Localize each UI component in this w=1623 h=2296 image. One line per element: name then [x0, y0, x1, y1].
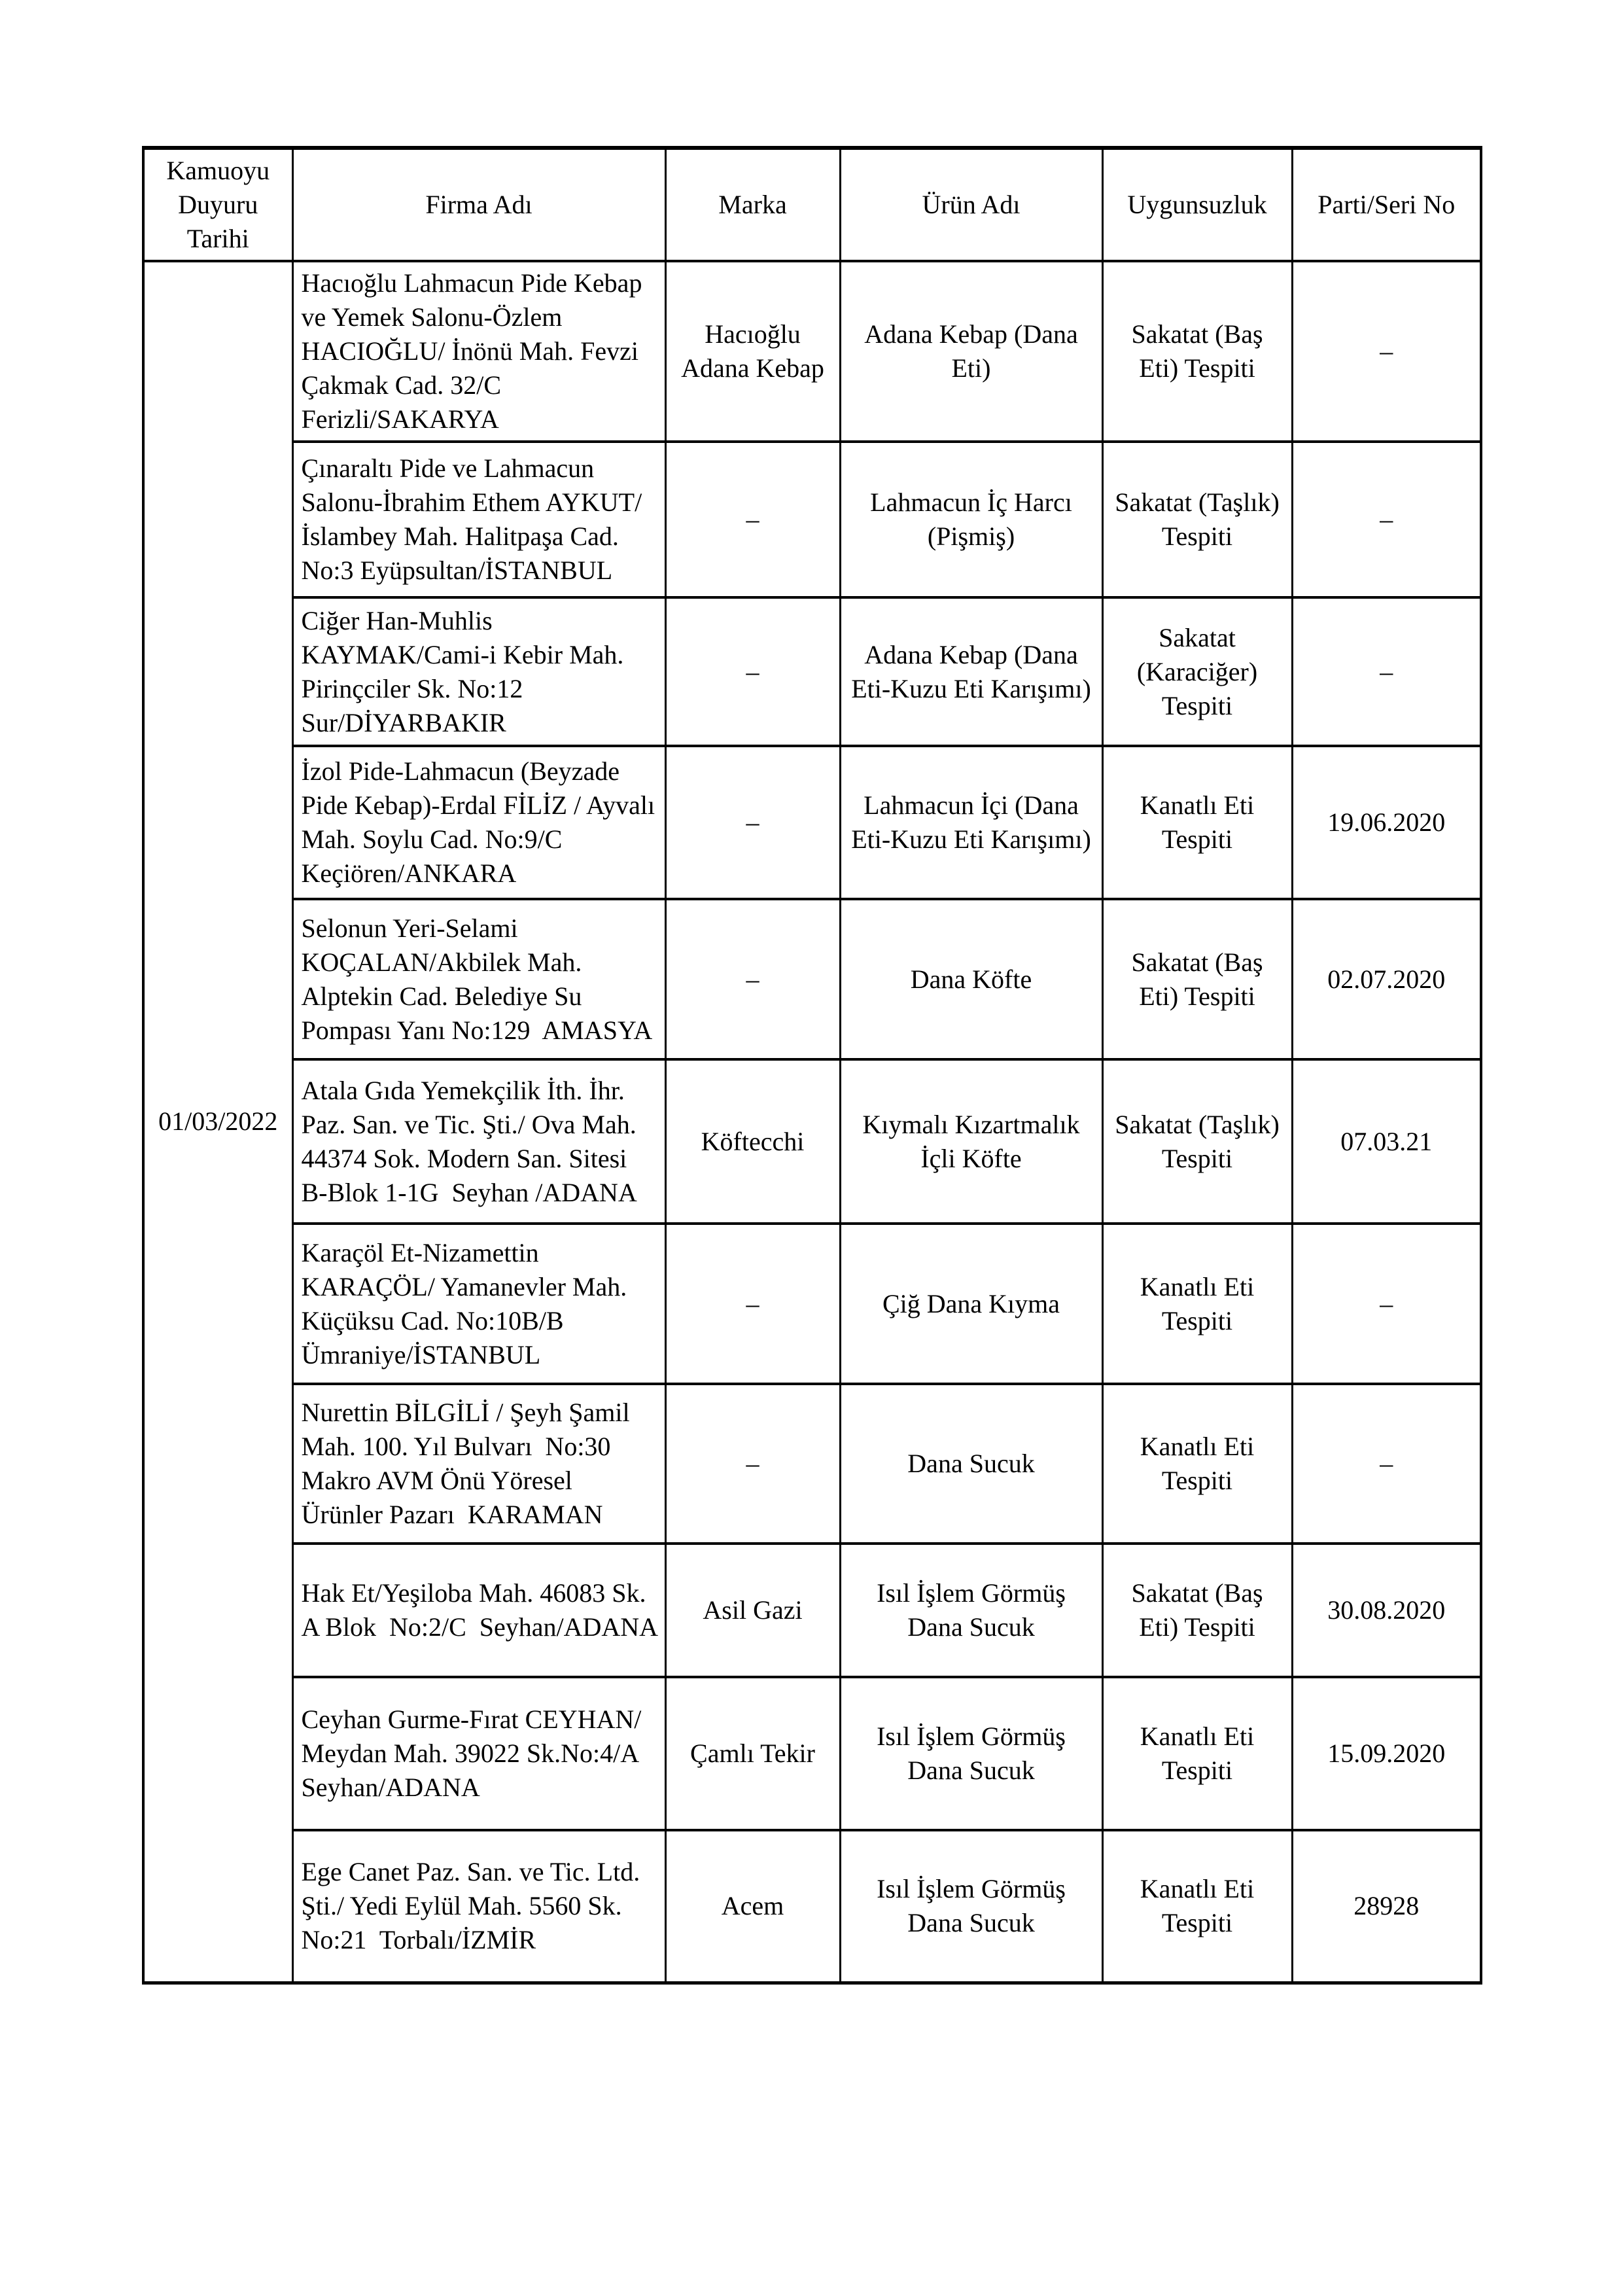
- cell-firma: İzol Pide-Lahmacun (Beyzade Pide Kebap)-Erdal FİLİZ / Ayvalı Mah. Soylu Cad. No:9/C Keçiören/ANKARA: [292, 746, 665, 899]
- cell-firma: Hak Et/Yeşiloba Mah. 46083 Sk. A Blok No:2/C Seyhan/ADANA: [292, 1544, 665, 1677]
- table-row: [143, 1677, 1481, 1830]
- cell-parti: –: [1292, 442, 1481, 597]
- cell-marka: –: [665, 1224, 840, 1384]
- cell-uygunsuzluk: Sakatat (Taşlık) Tespiti: [1102, 1059, 1292, 1224]
- announcement-date-cell: 01/03/2022: [143, 261, 292, 1983]
- cell-urun: Lahmacun İçi (Dana Eti-Kuzu Eti Karışımı): [840, 746, 1102, 899]
- cell-uygunsuzluk: Sakatat (Baş Eti) Tespiti: [1102, 1544, 1292, 1677]
- cell-parti: 07.03.21: [1292, 1059, 1481, 1224]
- cell-marka: –: [665, 597, 840, 746]
- cell-firma: Ege Canet Paz. San. ve Tic. Ltd. Şti./ Yedi Eylül Mah. 5560 Sk. No:21 Torbalı/İZMİR: [292, 1830, 665, 1983]
- cell-urun: Isıl İşlem Görmüş Dana Sucuk: [840, 1544, 1102, 1677]
- cell-firma: Atala Gıda Yemekçilik İth. İhr. Paz. San. ve Tic. Şti./ Ova Mah. 44374 Sok. Modern San. Sitesi B-Blok 1-1G Seyhan /ADANA: [292, 1059, 665, 1224]
- cell-uygunsuzluk: Kanatlı Eti Tespiti: [1102, 1830, 1292, 1983]
- header-company-name: Firma Adı: [292, 148, 665, 261]
- cell-urun: Adana Kebap (Dana Eti-Kuzu Eti Karışımı): [840, 597, 1102, 746]
- cell-urun: Isıl İşlem Görmüş Dana Sucuk: [840, 1677, 1102, 1830]
- table-row: [143, 261, 1481, 442]
- cell-firma: Çınaraltı Pide ve Lahmacun Salonu-İbrahim Ethem AYKUT/ İslambey Mah. Halitpaşa Cad. No:3 Eyüpsultan/İSTANBUL: [292, 442, 665, 597]
- cell-parti: –: [1292, 1224, 1481, 1384]
- cell-firma: Nurettin BİLGİLİ / Şeyh Şamil Mah. 100. Yıl Bulvarı No:30 Makro AVM Önü Yöresel Ürünler Pazarı KARAMAN: [292, 1384, 665, 1544]
- cell-urun: Dana Sucuk: [840, 1384, 1102, 1544]
- cell-parti: 28928: [1292, 1830, 1481, 1983]
- cell-marka: Acem: [665, 1830, 840, 1983]
- recall-table: [142, 146, 1482, 1985]
- table-row: [143, 1544, 1481, 1677]
- header-announcement-date: Kamuoyu Duyuru Tarihi: [143, 148, 292, 261]
- table-row: [143, 1830, 1481, 1983]
- cell-parti: –: [1292, 1384, 1481, 1544]
- cell-uygunsuzluk: Sakatat (Baş Eti) Tespiti: [1102, 261, 1292, 442]
- cell-firma: Ceyhan Gurme-Fırat CEYHAN/ Meydan Mah. 39022 Sk.No:4/A Seyhan/ADANA: [292, 1677, 665, 1830]
- cell-urun: Lahmacun İç Harcı (Pişmiş): [840, 442, 1102, 597]
- header-brand: Marka: [665, 148, 840, 261]
- header-product-name: Ürün Adı: [840, 148, 1102, 261]
- cell-urun: Çiğ Dana Kıyma: [840, 1224, 1102, 1384]
- cell-urun: Isıl İşlem Görmüş Dana Sucuk: [840, 1830, 1102, 1983]
- cell-uygunsuzluk: Kanatlı Eti Tespiti: [1102, 1677, 1292, 1830]
- cell-firma: Karaçöl Et-Nizamettin KARAÇÖL/ Yamanevler Mah. Küçüksu Cad. No:10B/B Ümraniye/İSTANBUL: [292, 1224, 665, 1384]
- header-row: [143, 148, 1481, 261]
- table-row: [143, 442, 1481, 597]
- table-row: [143, 1384, 1481, 1544]
- cell-parti: 02.07.2020: [1292, 899, 1481, 1059]
- table-row: [143, 899, 1481, 1059]
- cell-parti: 30.08.2020: [1292, 1544, 1481, 1677]
- cell-marka: –: [665, 1384, 840, 1544]
- table-header: [143, 148, 1481, 261]
- table-body: [143, 261, 1481, 1983]
- cell-uygunsuzluk: Kanatlı Eti Tespiti: [1102, 1224, 1292, 1384]
- cell-urun: Dana Köfte: [840, 899, 1102, 1059]
- table-row: [143, 1059, 1481, 1224]
- cell-marka: –: [665, 746, 840, 899]
- cell-parti: 19.06.2020: [1292, 746, 1481, 899]
- cell-parti: –: [1292, 261, 1481, 442]
- header-batch-serial-no: Parti/Seri No: [1292, 148, 1481, 261]
- cell-firma: Hacıoğlu Lahmacun Pide Kebap ve Yemek Salonu-Özlem HACIOĞLU/ İnönü Mah. Fevzi Çakmak Cad. 32/C Ferizli/SAKARYA: [292, 261, 665, 442]
- table-row: [143, 1224, 1481, 1384]
- cell-uygunsuzluk: Kanatlı Eti Tespiti: [1102, 746, 1292, 899]
- cell-uygunsuzluk: Sakatat (Baş Eti) Tespiti: [1102, 899, 1292, 1059]
- cell-firma: Ciğer Han-Muhlis KAYMAK/Cami-i Kebir Mah. Pirinçciler Sk. No:12 Sur/DİYARBAKIR: [292, 597, 665, 746]
- table-row: [143, 597, 1481, 746]
- cell-uygunsuzluk: Sakatat (Taşlık) Tespiti: [1102, 442, 1292, 597]
- cell-marka: –: [665, 442, 840, 597]
- cell-urun: Kıymalı Kızartmalık İçli Köfte: [840, 1059, 1102, 1224]
- cell-marka: Köftecchi: [665, 1059, 840, 1224]
- cell-marka: Hacıoğlu Adana Kebap: [665, 261, 840, 442]
- cell-marka: –: [665, 899, 840, 1059]
- cell-marka: Asil Gazi: [665, 1544, 840, 1677]
- cell-uygunsuzluk: Kanatlı Eti Tespiti: [1102, 1384, 1292, 1544]
- cell-marka: Çamlı Tekir: [665, 1677, 840, 1830]
- header-nonconformity: Uygunsuzluk: [1102, 148, 1292, 261]
- cell-uygunsuzluk: Sakatat (Karaciğer) Tespiti: [1102, 597, 1292, 746]
- cell-firma: Selonun Yeri-Selami KOÇALAN/Akbilek Mah. Alptekin Cad. Belediye Su Pompası Yanı No:129 AMASYA: [292, 899, 665, 1059]
- cell-parti: –: [1292, 597, 1481, 746]
- table-row: [143, 746, 1481, 899]
- cell-parti: 15.09.2020: [1292, 1677, 1481, 1830]
- cell-urun: Adana Kebap (Dana Eti): [840, 261, 1102, 442]
